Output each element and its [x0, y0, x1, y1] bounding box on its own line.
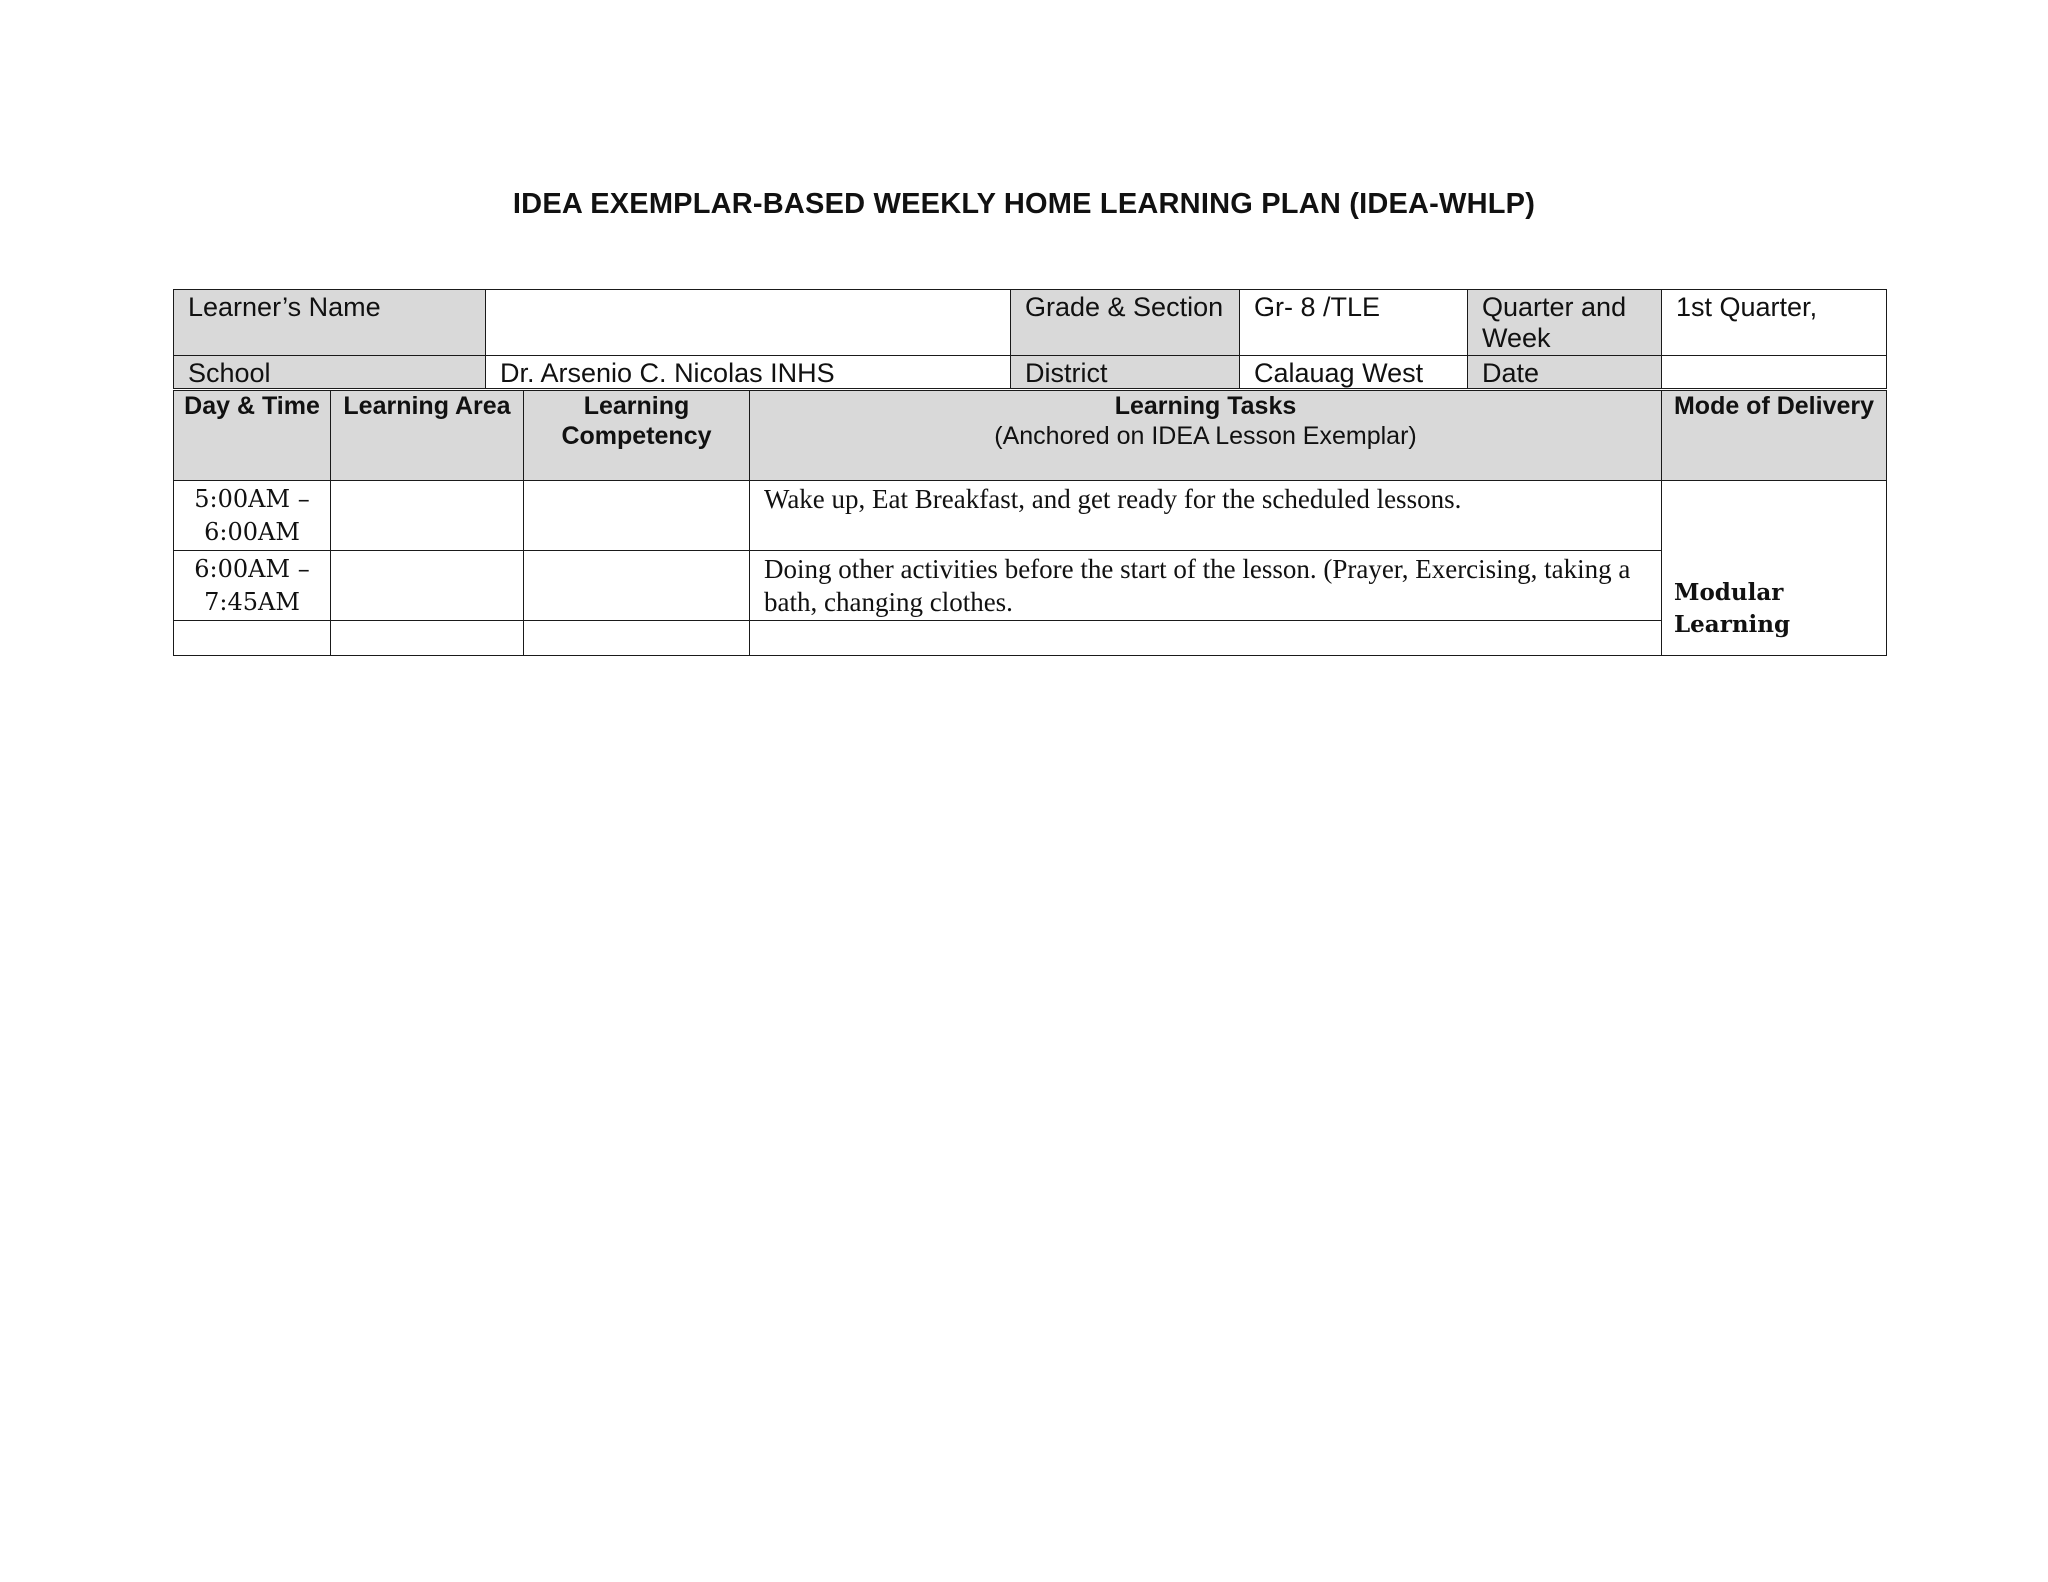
learner-info-table — [173, 289, 1887, 389]
row-learning-area — [331, 551, 524, 621]
district-value: Calauag West — [1240, 356, 1468, 389]
row-time — [174, 621, 331, 656]
row-learning-task: Wake up, Eat Breakfast, and get ready for the scheduled lessons. — [750, 481, 1662, 551]
learners-name-label: Learner’s Name — [174, 290, 486, 356]
header-learning-area: Learning Area — [331, 391, 524, 481]
date-label: Date — [1468, 356, 1662, 389]
quarter-week-value: 1st Quarter, — [1662, 290, 1887, 356]
row-learning-competency — [524, 621, 750, 656]
row-time: 6:00AM – 7:45AM — [174, 551, 331, 621]
date-field[interactable] — [1662, 356, 1887, 389]
header-mode-of-delivery: Mode of Delivery — [1662, 391, 1887, 481]
learners-name-field[interactable] — [486, 290, 1011, 356]
row-learning-competency — [524, 481, 750, 551]
learning-plan-table — [173, 390, 1887, 656]
mode-of-delivery-value: Modular Learning — [1662, 481, 1887, 656]
grade-section-label: Grade & Section — [1011, 290, 1240, 356]
grade-section-value: Gr- 8 /TLE — [1240, 290, 1468, 356]
school-value: Dr. Arsenio C. Nicolas INHS — [486, 356, 1011, 389]
table-row — [174, 551, 1887, 621]
learning-tasks-subheading: (Anchored on IDEA Lesson Exemplar) — [994, 422, 1417, 450]
learning-tasks-heading: Learning Tasks — [1114, 392, 1297, 420]
row-learning-competency — [524, 551, 750, 621]
row-time: 5:00AM – 6:00AM — [174, 481, 331, 551]
district-label: District — [1011, 356, 1240, 389]
row-learning-task — [750, 621, 1662, 656]
header-learning-tasks — [750, 391, 1662, 481]
school-label: School — [174, 356, 486, 389]
document-title: IDEA EXEMPLAR-BASED WEEKLY HOME LEARNING PLAN (IDEA-WHLP) — [512, 188, 1536, 220]
row-learning-area — [331, 481, 524, 551]
table-row — [174, 621, 1887, 656]
quarter-week-label: Quarter and Week — [1468, 290, 1662, 356]
header-day-time: Day & Time — [174, 391, 331, 481]
row-learning-task: Doing other activities before the start of the lesson. (Prayer, Exercising, taking a bath, changing clothes. — [750, 551, 1662, 621]
header-learning-competency: Learning Competency — [524, 391, 750, 481]
table-row — [174, 481, 1887, 551]
row-learning-area — [331, 621, 524, 656]
